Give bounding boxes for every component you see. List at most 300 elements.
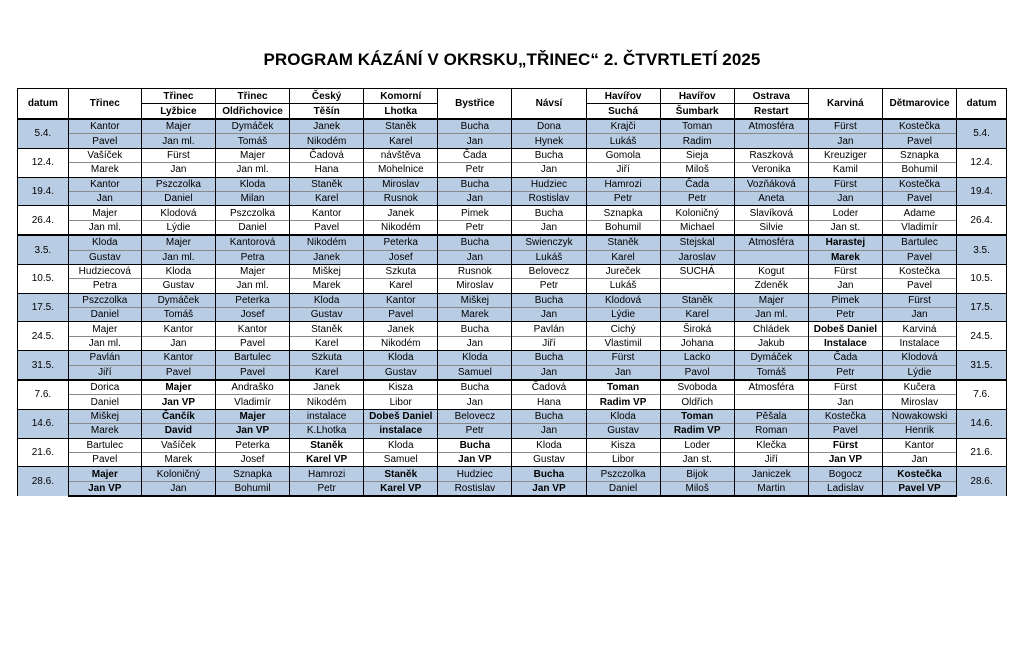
preacher-cell: Jan [808,279,882,293]
preacher-cell: Milan [215,191,289,205]
preacher-cell: Majer [141,119,215,134]
preacher-cell: Hudziec [512,177,586,191]
preacher-cell: Radim VP [586,395,660,409]
preacher-cell: Nikodém [364,336,438,350]
column-header-line2: Restart [734,104,808,120]
preacher-cell: Pavel [68,134,141,148]
preacher-cell: Aneta [734,191,808,205]
preacher-cell: Jan [438,395,512,409]
preacher-cell: Marek [68,163,141,177]
preacher-cell: Atmosféra [734,235,808,250]
preacher-cell: Staněk [290,322,364,336]
preacher-cell [660,279,734,293]
preaching-schedule-table [17,88,1007,497]
preacher-cell: Kreuziger [808,148,882,162]
date-cell: 17.5. [18,293,69,322]
preacher-cell: Pavel [882,250,956,264]
preacher-cell: Lukáš [512,250,586,264]
date-cell: 19.4. [957,177,1007,206]
preacher-cell: Miroslav [364,177,438,191]
preacher-cell: Kogut [734,264,808,278]
preacher-cell: Karviná [882,322,956,336]
preacher-cell: Janek [364,322,438,336]
preacher-cell: Svoboda [660,380,734,395]
preacher-cell: Petr [586,191,660,205]
table-row [18,467,1007,481]
preacher-cell: Marek [808,250,882,264]
column-header: Třinec [68,89,141,120]
preacher-cell: Slavíková [734,206,808,220]
preacher-cell: Pěšala [734,409,808,423]
preacher-cell: Raszková [734,148,808,162]
preacher-cell: Vlastimil [586,336,660,350]
preacher-cell: Karel [290,336,364,350]
preacher-cell: Karel [364,134,438,148]
preacher-cell: Toman [586,380,660,395]
preacher-cell: Petra [68,279,141,293]
preacher-cell: Andraško [215,380,289,395]
preacher-cell: Kučera [882,380,956,395]
preacher-cell: Majer [68,322,141,336]
preacher-cell: Nikodém [364,220,438,235]
preacher-cell: Kloda [364,351,438,365]
preacher-cell: Kloda [141,264,215,278]
preacher-cell: Atmosféra [734,380,808,395]
column-header-line2: Těšín [290,104,364,120]
preacher-cell: Jan VP [68,481,141,496]
preacher-cell: Lýdie [141,220,215,235]
preacher-cell: Majer [141,235,215,250]
preacher-cell: Bucha [512,351,586,365]
date-cell: 21.6. [957,438,1007,467]
preacher-cell: Jiří [68,365,141,380]
preacher-cell: Rusnok [364,191,438,205]
preacher-cell: Petr [512,279,586,293]
preacher-cell: Pavlán [512,322,586,336]
preacher-cell: Fürst [586,351,660,365]
preacher-cell: Peterka [215,293,289,307]
preacher-cell: Lukáš [586,279,660,293]
preacher-cell: Čada [660,177,734,191]
page-title: PROGRAM KÁZÁNÍ V OKRSKU„TŘINEC“ 2. ČTVRTLETÍ 2025 [263,50,761,69]
preacher-cell: Bartulec [68,438,141,452]
column-header-line2: Šumbark [660,104,734,120]
preacher-cell: Kostečka [882,119,956,134]
preacher-cell: Kloda [290,293,364,307]
column-header-line2: Oldřichovice [215,104,289,120]
preacher-cell: Marek [68,424,141,438]
preacher-cell: Vašíček [141,438,215,452]
preacher-cell: Staněk [290,177,364,191]
preacher-cell: Bucha [512,409,586,423]
preacher-cell: Dymáček [215,119,289,134]
preacher-cell: Samuel [438,365,512,380]
column-header: Dětmarovice [882,89,956,120]
preacher-cell: Jan [586,365,660,380]
date-cell: 19.4. [18,177,69,206]
preacher-cell: Petr [808,308,882,322]
preacher-cell: Pavel [215,365,289,380]
preacher-cell: Josef [215,452,289,466]
preacher-cell: Nikodém [290,235,364,250]
preacher-cell: Radim VP [660,424,734,438]
column-header-line1: Třinec [141,89,215,104]
preacher-cell: Jan VP [808,452,882,466]
preacher-cell: Nowakowski [882,409,956,423]
preacher-cell: Mohelnice [364,163,438,177]
preacher-cell: Kantor [141,351,215,365]
preacher-cell: Klodová [882,351,956,365]
preacher-cell: Jan [512,308,586,322]
preacher-cell: Dona [512,119,586,134]
preacher-cell: instalace [364,424,438,438]
preacher-cell: Petr [438,163,512,177]
preacher-cell: Jan ml. [215,279,289,293]
preacher-cell: Jan [438,191,512,205]
preacher-cell: Martin [734,481,808,496]
preacher-cell: Vašíček [68,148,141,162]
preacher-cell: Karel [290,191,364,205]
preacher-cell: Staněk [290,438,364,452]
preacher-cell: Karel VP [290,452,364,466]
preacher-cell: Kostečka [882,177,956,191]
preacher-cell: Hamrozi [586,177,660,191]
preacher-cell: Miškej [68,409,141,423]
preacher-cell: Bartulec [882,235,956,250]
date-cell: 21.6. [18,438,69,467]
table-row [18,322,1007,336]
preacher-cell: Staněk [364,467,438,481]
date-cell: 12.4. [957,148,1007,177]
preacher-cell: Jan ml. [734,308,808,322]
table-row [18,481,1007,496]
preacher-cell: Čada [808,351,882,365]
preacher-cell: Toman [660,409,734,423]
preacher-cell: Hudziecová [68,264,141,278]
preacher-cell: Toman [660,119,734,134]
preacher-cell: Hudziec [438,467,512,481]
table-row [18,264,1007,278]
date-cell: 28.6. [18,467,69,496]
preacher-cell: Jan [438,134,512,148]
preacher-cell: instalace [290,409,364,423]
preacher-cell: Jan [512,424,586,438]
preacher-cell: Swienczyk [512,235,586,250]
preacher-cell: Petr [438,424,512,438]
table-row [18,380,1007,395]
preacher-cell: Jan VP [215,424,289,438]
table-row [18,191,1007,205]
preacher-cell: Nikodém [290,395,364,409]
preacher-cell: Belovecz [438,409,512,423]
preacher-cell: Bartulec [215,351,289,365]
preacher-cell: Hana [290,163,364,177]
preacher-cell: Sznapka [882,148,956,162]
table-row [18,220,1007,235]
date-cell: 26.4. [957,206,1007,235]
preacher-cell: Bohumil [882,163,956,177]
preacher-cell: Tomáš [141,308,215,322]
preacher-cell: Karel [586,250,660,264]
preacher-cell: Kisza [586,438,660,452]
preacher-cell: Gustav [364,365,438,380]
preacher-cell: Stejskal [660,235,734,250]
preacher-cell: Miškej [290,264,364,278]
date-cell: 14.6. [957,409,1007,438]
preacher-cell: Hana [512,395,586,409]
preacher-cell: Bucha [438,322,512,336]
preacher-cell: Bucha [438,177,512,191]
preacher-cell: Krajči [586,119,660,134]
column-header: Karviná [808,89,882,120]
preacher-cell: Bohumil [215,481,289,496]
preacher-cell: Pszczolka [586,467,660,481]
table-row [18,308,1007,322]
column-header: datum [957,89,1007,120]
preacher-cell: Jan [141,163,215,177]
preacher-cell: Libor [586,452,660,466]
preacher-cell: Veronika [734,163,808,177]
table-row [18,148,1007,162]
preacher-cell: Chládek [734,322,808,336]
preacher-cell: Jan VP [512,481,586,496]
preacher-cell: Kantor [290,206,364,220]
preacher-cell: Klodová [586,293,660,307]
preacher-cell: Koloničný [660,206,734,220]
preacher-cell: Kloda [215,177,289,191]
preacher-cell: Jaroslav [660,250,734,264]
preacher-cell: Vozňáková [734,177,808,191]
preacher-cell: Pavel [808,424,882,438]
preacher-cell: Miroslav [882,395,956,409]
preacher-cell: Rostislav [512,191,586,205]
preacher-cell: Pimek [438,206,512,220]
preacher-cell: Gomola [586,148,660,162]
preacher-cell: Janiczek [734,467,808,481]
preacher-cell: Jan [882,452,956,466]
preacher-cell: Jureček [586,264,660,278]
preacher-cell: Jan [808,134,882,148]
column-header-line1: Komorní [364,89,438,104]
preacher-cell: Oldřich [660,395,734,409]
preacher-cell: Jan VP [438,452,512,466]
preacher-cell: Hamrozi [290,467,364,481]
table-row [18,365,1007,380]
date-cell: 26.4. [18,206,69,235]
preacher-cell: Čadová [512,380,586,395]
preacher-cell: Klečka [734,438,808,452]
preacher-cell: Loder [808,206,882,220]
preacher-cell: Pavel [290,220,364,235]
date-cell: 17.5. [957,293,1007,322]
preacher-cell: Staněk [586,235,660,250]
preacher-cell: Sznapka [586,206,660,220]
preacher-cell: Kantorová [215,235,289,250]
preacher-cell: Miloš [660,163,734,177]
preacher-cell: Jakub [734,336,808,350]
date-cell: 24.5. [18,322,69,351]
preacher-cell: Gustav [512,452,586,466]
preacher-cell: Szkuta [290,351,364,365]
preacher-cell: Jan [512,163,586,177]
preacher-cell: Daniel [68,308,141,322]
preacher-cell: Janek [364,206,438,220]
column-header-line2: Lhotka [364,104,438,120]
preacher-cell: Ladislav [808,481,882,496]
column-header-line1: Ostrava [734,89,808,104]
preacher-cell: Pszczolka [68,293,141,307]
date-cell: 5.4. [957,119,1007,148]
date-cell: 7.6. [18,380,69,409]
preacher-cell: Kloda [364,438,438,452]
preacher-cell: Miroslav [438,279,512,293]
preacher-cell: Michael [660,220,734,235]
preacher-cell: Instalace [882,336,956,350]
preacher-cell: Bucha [512,293,586,307]
preacher-cell: Cichý [586,322,660,336]
preacher-cell: Pszczolka [141,177,215,191]
table-row [18,293,1007,307]
preacher-cell: Tomáš [215,134,289,148]
preacher-cell: Roman [734,424,808,438]
preacher-cell: Koloničný [141,467,215,481]
preacher-cell: Fürst [808,264,882,278]
preacher-cell: Adame [882,206,956,220]
preacher-cell: Bucha [438,438,512,452]
preacher-cell: Daniel [68,395,141,409]
table-row [18,279,1007,293]
preacher-cell: Tomáš [734,365,808,380]
preacher-cell: Jan ml. [68,336,141,350]
preacher-cell: Janek [290,250,364,264]
preacher-cell: Dorica [68,380,141,395]
preacher-cell: Jan [808,191,882,205]
date-cell: 28.6. [957,467,1007,496]
preacher-cell: Janek [290,380,364,395]
table-row [18,119,1007,134]
preacher-cell: Peterka [364,235,438,250]
preacher-cell: Široká [660,322,734,336]
preacher-cell: Bogocz [808,467,882,481]
preacher-cell: Majer [68,206,141,220]
preacher-cell: Johana [660,336,734,350]
preacher-cell: Kantor [68,177,141,191]
preacher-cell: Peterka [215,438,289,452]
preacher-cell: Bucha [438,235,512,250]
preacher-cell: Karel [290,365,364,380]
preacher-cell: Kamil [808,163,882,177]
preacher-cell: Jan [141,336,215,350]
table-row [18,351,1007,365]
preacher-cell: Petra [215,250,289,264]
preacher-cell: Silvie [734,220,808,235]
column-header: datum [18,89,69,120]
preacher-cell: Kostečka [882,264,956,278]
date-cell: 3.5. [18,235,69,264]
preacher-cell: Dymáček [734,351,808,365]
preacher-cell: Fürst [808,177,882,191]
table-row [18,409,1007,423]
preacher-cell: Jiří [734,452,808,466]
preacher-cell: Majer [215,148,289,162]
preacher-cell: Kantor [364,293,438,307]
preacher-cell: Jan [141,481,215,496]
preacher-cell: Radim [660,134,734,148]
preacher-cell: Kisza [364,380,438,395]
preacher-cell [734,134,808,148]
preacher-cell: Jan [808,395,882,409]
preacher-cell: Gustav [68,250,141,264]
date-cell: 10.5. [957,264,1007,293]
preacher-cell: Kantor [141,322,215,336]
table-row [18,206,1007,220]
column-header-line1: Havířov [586,89,660,104]
preacher-cell: Lacko [660,351,734,365]
column-header: Návsí [512,89,586,120]
preacher-cell: Kantor [215,322,289,336]
date-cell: 7.6. [957,380,1007,409]
preacher-cell: Josef [364,250,438,264]
preacher-cell: Majer [141,380,215,395]
preacher-cell: Pavel VP [882,481,956,496]
preacher-cell: Vladimír [882,220,956,235]
preacher-cell: Majer [734,293,808,307]
preacher-cell: Kloda [68,235,141,250]
preacher-cell: Jan [512,220,586,235]
preacher-cell: Petr [438,220,512,235]
preacher-cell: Rostislav [438,481,512,496]
preacher-cell: Gustav [586,424,660,438]
preacher-cell [734,395,808,409]
preacher-cell: Staněk [364,119,438,134]
preacher-cell: Jan [512,365,586,380]
preacher-cell: Loder [660,438,734,452]
preacher-cell: Bucha [512,148,586,162]
preacher-cell: K.Lhotka [290,424,364,438]
preacher-cell: Bucha [512,467,586,481]
preacher-cell: Jan ml. [68,220,141,235]
preacher-cell: Atmosféra [734,119,808,134]
preacher-cell: Nikodém [290,134,364,148]
preacher-cell: Bijok [660,467,734,481]
preacher-cell: SUCHÁ [660,264,734,278]
table-row [18,424,1007,438]
preacher-cell: Fürst [882,293,956,307]
preacher-cell: Dobeš Daniel [364,409,438,423]
preacher-cell: Pavel [882,279,956,293]
preacher-cell: Pavel [215,336,289,350]
preacher-cell: Jan [68,191,141,205]
table-row [18,438,1007,452]
preacher-cell: Majer [215,409,289,423]
preacher-cell: Pavel [882,191,956,205]
preacher-cell: Gustav [141,279,215,293]
preacher-cell: Jan VP [141,395,215,409]
preacher-cell: Josef [215,308,289,322]
preacher-cell: Kloda [512,438,586,452]
date-cell: 3.5. [957,235,1007,264]
preacher-cell: Fürst [808,119,882,134]
preacher-cell: Majer [68,467,141,481]
preacher-cell: Fürst [808,380,882,395]
preacher-cell: Marek [141,452,215,466]
preacher-cell: Pimek [808,293,882,307]
date-cell: 10.5. [18,264,69,293]
preacher-cell: Miloš [660,481,734,496]
preacher-cell: Kloda [438,351,512,365]
preacher-cell: Pavel [141,365,215,380]
preacher-cell: Kantor [68,119,141,134]
